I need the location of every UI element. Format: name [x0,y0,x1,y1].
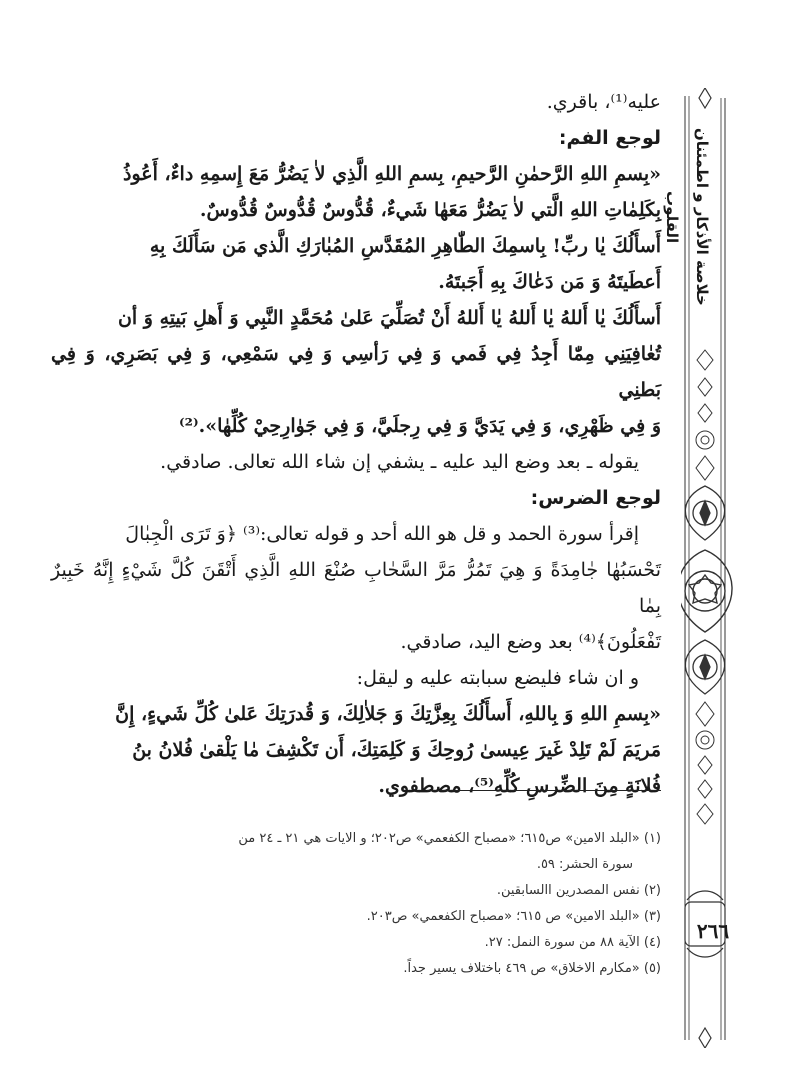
footnote: (٥) «مكارم الاخلاق» ص ٤٦٩ باختلاف يسير جداً. [403,961,661,976]
text-line: و ان شاء فليضع سبابته عليه و ليقل: [356,667,639,689]
text-line: أَعطَيتَهُ وَ مَن دَعٰاكَ بِهِ أَجَبتَهُ. [438,271,661,293]
text-line: عليه⁽¹⁾، باقري. [546,91,661,113]
text-line: وَ فِي ظَهْرِي، وَ فِي يَدَيَّ وَ فِي رِجلَيَّ، وَ فِي جَوٰارِحِيْ كُلِّهٰا».⁽²⁾ [178,415,661,437]
footnote: (١) «البلد الامين» ص٦١٥؛ «مصباح الكفعمي» ص٢٠٢؛ و الايات هي ٢١ ـ ٢٤ من [238,831,661,846]
text-line: تَحْسَبُهٰا جٰامِدَةً وَ هِيَ تَمُرُّ مَرَّ السَّحٰابِ صُنْعَ اللهِ الَّذِي أَتْقَنَ كُلَّ شَيْءٍ إِنَّهُ خَبِيرٌ بِمٰا [51,559,661,617]
text-line: إقرأ سورة الحمد و قل هو الله أحد و قوله تعالى:⁽³⁾ ﴿وَ تَرَى الْجِبٰالَ [125,523,639,545]
footnote-separator [427,790,661,791]
text-line: مَريَمَ لَمْ تَلِدْ غَيرَ عِيسىٰ رُوحِكَ وَ كَلِمَتِكَ، أَن تَكْشِفَ مٰا يَلْقىٰ فُلانُ بنُ [132,739,661,761]
footnote: (٢) نفس المصدرين االسابقين. [496,883,661,898]
text-line: بِكَلِمٰاتِ اللهِ الَّتي لاٰ يَضُرُّ مَعَهٰا شَيءٌ، قُدُّوسٌ قُدُّوسٌ قُدُّوسٌ. [199,199,661,221]
text-line: «بِسمِ اللهِ الرَّحمٰنِ الرَّحيمِ، بِسمِ اللهِ الَّذِي لاٰ يَضُرُّ مَعَ إِسمِهِ داءٌ، أَعُوذُ [122,163,661,185]
text-line: «بِسمِ اللهِ وَ بِاللهِ، أَسأَلُكَ بِعِزَّتِكَ وَ جَلاٰلِكَ، وَ قُدرَتِكَ عَلىٰ كُلِّ شَيءٍ، إِنَّ [115,703,661,725]
text-line: تُعٰافِيَنِي مِمّٰا أَجِدُ فِي فَمي وَ فِي رَأسِي وَ فِي سَمْعِي، وَ فِي بَصَرِي، وَ فِي بَطنِي [51,343,661,401]
running-title: خلاصة الأذكار و اطمئنان القلوب [663,128,711,306]
decorative-border [663,88,747,1048]
text-line: أَسأَلُكَ يٰا أَللهُ يٰا أَللهُ يٰا أَللهُ أَنْ تُصَلِّيَ عَلىٰ مُحَمَّدٍ النَّبِي وَ أَهلِ بَيتِهِ وَ أن [117,307,661,329]
footnotes [51,826,661,982]
footnote: (٣) «البلد الامين» ص ٦١٥؛ «مصباح الكفعمي» ص٢٠٣. [366,909,661,924]
page-number: ٢٦٦ [696,919,730,943]
text-line: فُلانَةٍ مِنَ الضِّرسِ كُلِّهِ⁽⁵⁾، مصطفوي. [378,775,661,797]
main-text [51,84,661,804]
footnote-continuation: سورة الحشر: ٥٩. [536,857,633,872]
text-line: تَفْعَلُونَ﴾⁽⁴⁾ بعد وضع اليد، صادقي. [400,631,661,653]
text-line: يقوله ـ بعد وضع اليد عليه ـ يشفي إن شاء الله تعالى. صادقي. [160,451,639,473]
text-line: أَسأَلُكَ يٰا ربِّ! بِاسمِكَ الطّٰاهِرِ المُقَدَّسِ المُبٰارَكِ الَّذي مَن سَأَلَكَ بِهِ [149,235,661,257]
section-heading-mouth-pain: لوجع الفم: [558,127,661,149]
footnote: (٤) الآية ٨٨ من سورة النمل: ٢٧. [484,935,661,950]
section-heading-tooth-pain: لوجع الضرس: [530,487,661,509]
